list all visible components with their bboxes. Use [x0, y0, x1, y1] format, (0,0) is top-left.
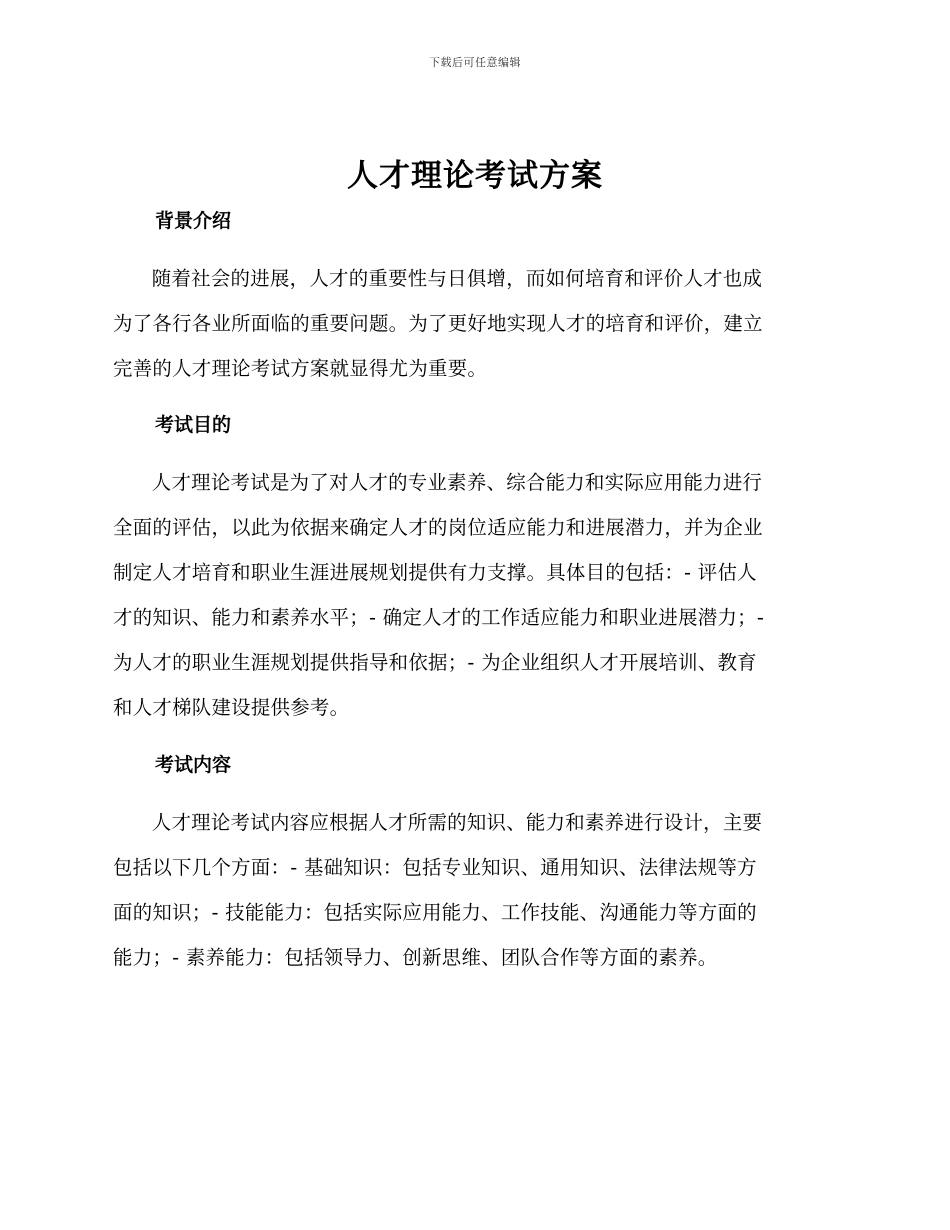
paragraph-line: 人才理论考试是为了对人才的专业素养、综合能力和实际应用能力进行: [151, 471, 763, 494]
paragraph-line: 人才理论考试内容应根据人才所需的知识、能力和素养进行设计，主要: [151, 811, 763, 834]
paragraph-line: 和人才梯队建设提供参考。: [113, 696, 350, 719]
section-heading-content: 考试内容: [155, 754, 232, 776]
paragraph-line: 制定人才培育和职业生涯进展规划提供有力支撑。具体目的包括：- 评估人: [113, 561, 757, 584]
section-heading-background: 背景介绍: [155, 210, 232, 232]
paragraph-line: 为了各行各业所面临的重要问题。为了更好地实现人才的培育和评价，建立: [113, 312, 763, 335]
paragraph-line: 面的知识；- 技能能力：包括实际应用能力、工作技能、沟通能力等方面的: [113, 901, 757, 924]
section-paragraph-purpose: [113, 460, 829, 730]
paragraph-line: 完善的人才理论考试方案就显得尤为重要。: [113, 357, 488, 380]
document-title: 人才理论考试方案: [347, 158, 603, 194]
paragraph-line: 为人才的职业生涯规划提供指导和依据；- 为企业组织人才开展培训、教育: [113, 651, 757, 674]
paragraph-line: 才的知识、能力和素养水平；- 确定人才的工作适应能力和职业进展潜力；-: [113, 606, 765, 629]
section-heading-purpose: 考试目的: [155, 414, 232, 436]
paragraph-line: 全面的评估，以此为依据来确定人才的岗位适应能力和进展潜力，并为企业: [113, 516, 763, 539]
paragraph-line: 能力；- 素养能力：包括领导力、创新思维、团队合作等方面的素养。: [113, 946, 718, 969]
header-note: 下载后可任意编辑: [429, 56, 521, 69]
section-paragraph-background: [113, 256, 829, 391]
paragraph-line: 随着社会的进展，人才的重要性与日俱增，而如何培育和评价人才也成: [151, 267, 763, 290]
paragraph-line: 包括以下几个方面：- 基础知识：包括专业知识、通用知识、法律法规等方: [113, 856, 757, 879]
section-paragraph-content: [113, 800, 829, 980]
